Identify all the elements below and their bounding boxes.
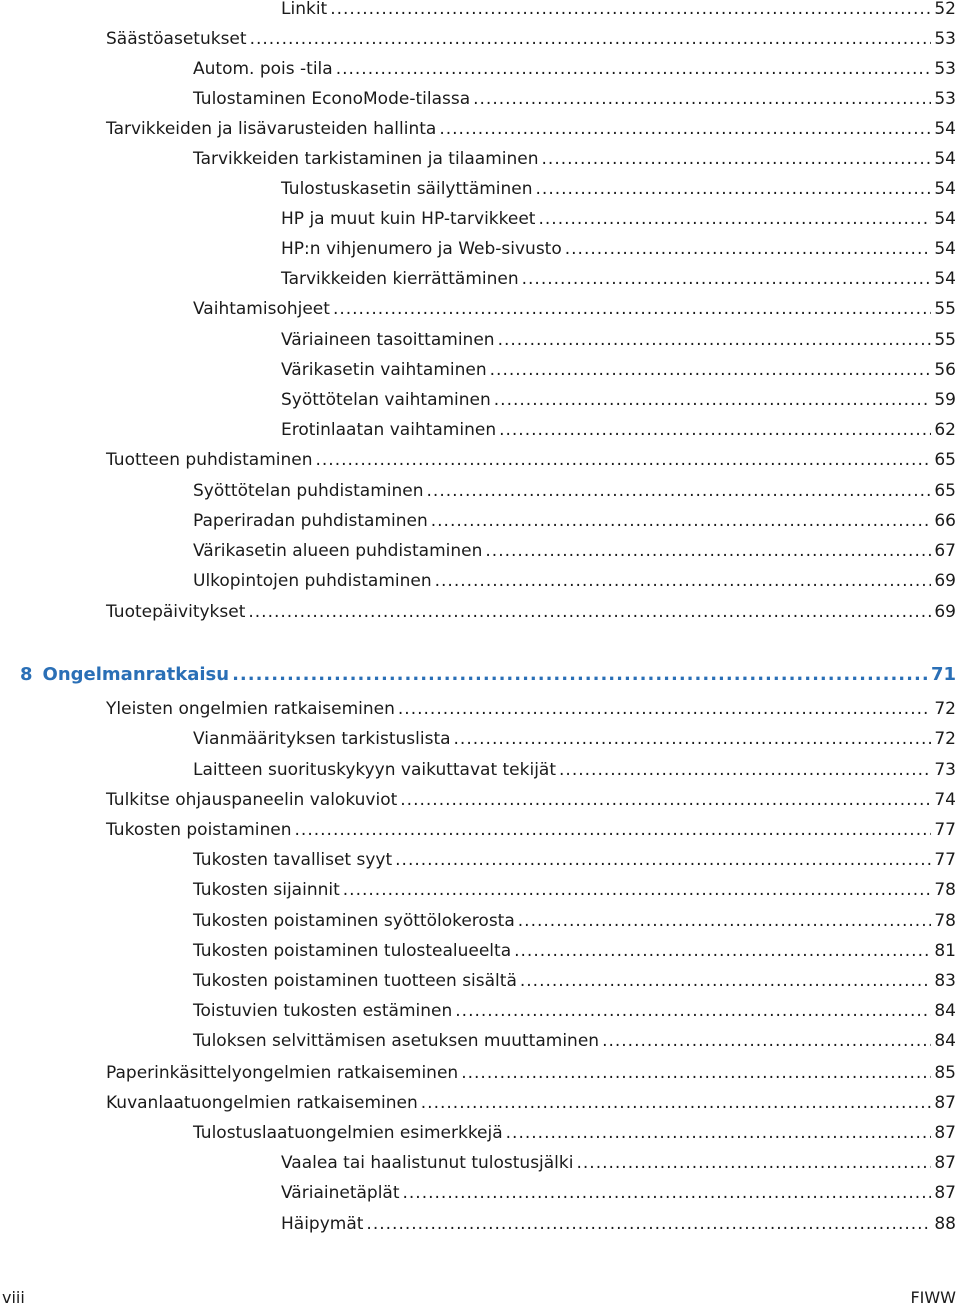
toc-entry-page: 69 [934,602,956,622]
toc-entry-page: 65 [934,450,956,470]
toc-entry-page: 71 [930,664,956,685]
toc-entry-label: Tarvikkeiden ja lisävarusteiden hallinta [106,119,437,139]
toc-entry-label: Ongelmanratkaisu [42,664,230,685]
toc-entry[interactable] [281,418,956,442]
toc-entry[interactable] [106,1091,956,1115]
toc-entry[interactable] [281,177,956,201]
dot-leader [232,663,928,687]
toc-entry-label: Ulkopintojen puhdistaminen [193,571,432,591]
dot-leader [343,878,932,902]
dot-leader [518,909,932,933]
dot-leader [248,600,931,624]
toc-entry-label: Tuloksen selvittämisen asetuksen muuttaminen [193,1031,600,1051]
toc-entry-label: Tuotepäivitykset [106,602,246,622]
toc-entry-page: 54 [934,179,956,199]
dot-leader [333,297,931,321]
dot-leader [485,539,931,563]
toc-entry[interactable] [193,878,956,902]
toc-entry-label: Paperinkäsittelyongelmien ratkaiseminen [106,1063,459,1083]
toc-entry-label: Tulkitse ohjauspaneelin valokuviot [106,790,398,810]
toc-entry-label: Säästöasetukset [106,29,247,49]
dot-leader [559,758,931,782]
toc-entry[interactable] [281,1181,956,1205]
toc-entry-page: 87 [934,1153,956,1173]
dot-leader [439,117,931,141]
dot-leader [602,1029,931,1053]
toc-entry[interactable] [193,727,956,751]
dot-leader [565,237,932,261]
toc-entry-label: Väriainetäplät [281,1183,400,1203]
toc-entry-page: 87 [934,1183,956,1203]
toc-entry-page: 78 [934,911,956,931]
toc-entry[interactable] [193,57,956,81]
toc-entry[interactable] [193,999,956,1023]
toc-entry[interactable] [106,117,956,141]
toc-entry[interactable] [193,848,956,872]
toc-entry[interactable] [193,509,956,533]
toc-entry-page: 67 [934,541,956,561]
toc-entry[interactable] [193,539,956,563]
toc-entry-label: Tulostuskasetin säilyttäminen [281,179,533,199]
dot-leader [395,848,931,872]
dot-leader [494,388,932,412]
toc-entry-page: 83 [934,971,956,991]
dot-leader [336,57,932,81]
dot-leader [421,1091,932,1115]
toc-entry-label: Tulostaminen EconoMode-tilassa [193,89,471,109]
toc-entry-label: Vaalea tai haalistunut tulostusjälki [281,1153,574,1173]
toc-entry-page: 54 [934,119,956,139]
toc-entry[interactable] [106,788,956,812]
toc-entry[interactable] [106,1061,956,1085]
toc-entry-label: HP ja muut kuin HP-tarvikkeet [281,209,536,229]
dot-leader [295,818,932,842]
toc-entry-page: 54 [934,239,956,259]
toc-entry[interactable] [193,569,956,593]
dot-leader [366,1212,931,1236]
toc-entry-label: Värikasetin alueen puhdistaminen [193,541,483,561]
toc-entry-page: 78 [934,880,956,900]
toc-entry-page: 85 [934,1063,956,1083]
toc-entry-label: Tukosten poistaminen tuotteen sisältä [193,971,517,991]
toc-entry-page: 84 [934,1001,956,1021]
toc-entry-label: Laitteen suorituskykyyn vaikuttavat tekijät [193,760,557,780]
toc-entry[interactable] [281,207,956,231]
toc-entry-label: Tukosten poistaminen tulostealueelta [193,941,512,961]
toc-entry[interactable] [193,297,956,321]
toc-entry[interactable] [281,388,956,412]
toc-entry[interactable] [106,600,956,624]
toc-entry-label: Vianmäärityksen tarkistuslista [193,729,451,749]
toc-entry[interactable] [281,358,956,382]
toc-entry[interactable] [106,27,956,51]
toc-entry-page: 55 [934,330,956,350]
dot-leader [398,697,931,721]
dot-leader [498,328,932,352]
dot-leader [506,1121,932,1145]
toc-entry-page: 65 [934,481,956,501]
toc-entry-page: 84 [934,1031,956,1051]
toc-entry-label: Autom. pois -tila [193,59,333,79]
dot-leader [499,418,931,442]
toc-entry-page: 62 [934,420,956,440]
toc-entry-page: 54 [934,149,956,169]
toc-entry-page: 53 [934,89,956,109]
dot-leader [514,939,931,963]
toc-entry-page: 66 [934,511,956,531]
toc-entry-label: Kuvanlaatuongelmien ratkaiseminen [106,1093,418,1113]
toc-entry-label: Väriaineen tasoittaminen [281,330,495,350]
toc-entry-page: 69 [934,571,956,591]
toc-entry-page: 77 [934,820,956,840]
toc-entry-page: 81 [934,941,956,961]
toc-entry-label: Häipymät [281,1214,364,1234]
toc-entry-page: 72 [934,699,956,719]
toc-entry-page: 52 [934,0,956,19]
toc-entry-page: 53 [934,29,956,49]
toc-entry-label: HP:n vihjenumero ja Web-sivusto [281,239,562,259]
dot-leader [435,569,932,593]
toc-entry-label: Linkit [281,0,328,19]
toc-entry[interactable] [193,87,956,111]
toc-entry[interactable] [193,147,956,171]
toc-entry[interactable] [193,1029,956,1053]
toc-entry-page: 87 [934,1123,956,1143]
toc-entry-page: 88 [934,1214,956,1234]
toc-entry-label: Tukosten poistaminen syöttölokerosta [193,911,515,931]
page-number: viii [2,1288,25,1307]
dot-leader [473,87,931,111]
dot-leader [403,1181,932,1205]
toc-entry-page: 74 [934,790,956,810]
toc-entry-page: 72 [934,729,956,749]
toc-entry-label: Tukosten poistaminen [106,820,292,840]
dot-leader [330,0,931,21]
dot-leader [536,177,932,201]
dot-leader [542,147,932,171]
toc-entry[interactable] [106,448,956,472]
toc-entry-label: Vaihtamisohjeet [193,299,330,319]
toc-entry[interactable] [281,237,956,261]
dot-leader [454,727,932,751]
toc-entry-page: 53 [934,59,956,79]
toc-entry-label: Syöttötelan vaihtaminen [281,390,491,410]
dot-leader [427,479,932,503]
toc-entry-page: 73 [934,760,956,780]
toc-entry-label: Paperiradan puhdistaminen [193,511,428,531]
dot-leader [490,358,932,382]
toc-entry[interactable] [193,1121,956,1145]
toc-entry-label: Tukosten tavalliset syyt [193,850,393,870]
dot-leader [576,1151,931,1175]
toc-entry[interactable] [281,0,956,21]
dot-leader [520,969,932,993]
toc-entry-page: 55 [934,299,956,319]
toc-entry-page: 59 [934,390,956,410]
dot-leader [455,999,931,1023]
toc-entry-label: Tukosten sijainnit [193,880,340,900]
dot-leader [538,207,931,231]
toc-entry-label: Värikasetin vaihtaminen [281,360,487,380]
toc-entry-page: 54 [934,269,956,289]
chapter-number: 8 [20,664,33,685]
toc-entry[interactable] [193,909,956,933]
toc-entry[interactable] [106,818,956,842]
toc-entry-page: 77 [934,850,956,870]
dot-leader [316,448,932,472]
toc-entry[interactable] [193,479,956,503]
toc-entry-label: Toistuvien tukosten estäminen [193,1001,453,1021]
toc-entry-label: Tarvikkeiden kierrättäminen [281,269,519,289]
toc-entry[interactable] [281,267,956,291]
toc-entry-label: Tuotteen puhdistaminen [106,450,313,470]
toc-entry[interactable] [106,697,956,721]
toc-entry-label: Yleisten ongelmien ratkaiseminen [106,699,395,719]
toc-entry-label: Tulostuslaatuongelmien esimerkkejä [193,1123,503,1143]
toc-entry[interactable] [193,969,956,993]
dot-leader [400,788,931,812]
dot-leader [522,267,932,291]
toc-entry-page: 56 [934,360,956,380]
dot-leader [250,27,932,51]
toc-entry[interactable] [281,1151,956,1175]
toc-entry[interactable] [281,328,956,352]
toc-entry-label: Syöttötelan puhdistaminen [193,481,424,501]
toc-entry-page: 54 [934,209,956,229]
toc-entry[interactable] [193,939,956,963]
toc-entry-page: 87 [934,1093,956,1113]
footer-locale: FIWW [910,1288,956,1307]
toc-entry[interactable] [281,1212,956,1236]
toc-entry-label: Erotinlaatan vaihtaminen [281,420,497,440]
dot-leader [461,1061,931,1085]
toc-entry[interactable] [193,758,956,782]
dot-leader [431,509,932,533]
toc-entry-label: Tarvikkeiden tarkistaminen ja tilaaminen [193,149,539,169]
toc-chapter-entry[interactable] [20,663,956,687]
